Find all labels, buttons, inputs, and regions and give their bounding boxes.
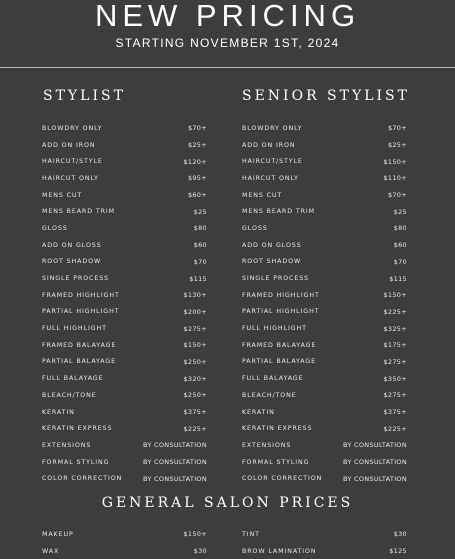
service-name: ROOT SHADOW [42, 258, 102, 266]
service-name: PARTIAL HIGHLIGHT [242, 308, 320, 316]
service-price: $120+ [183, 157, 207, 166]
stylist-price-list [42, 120, 207, 487]
service-name: FRAMED BALAYAGE [42, 341, 117, 349]
service-price: $325+ [383, 324, 407, 333]
service-price: $115 [189, 274, 207, 283]
service-price: $70 [393, 257, 407, 266]
service-name: FULL BALAYAGE [242, 375, 304, 383]
service-price: BY CONSULTATION [342, 474, 407, 483]
service-price: $150+ [383, 291, 407, 300]
service-price: BY CONSULTATION [342, 458, 407, 467]
service-name: KERATIN EXPRESS [42, 425, 113, 433]
service-name: HAIRCUT/STYLE [42, 158, 103, 166]
page-subtitle: STARTING NOVEMBER 1ST, 2024 [115, 36, 340, 50]
service-name: BLOWDRY ONLY [242, 124, 303, 132]
service-price: $225+ [383, 307, 407, 316]
price-row [242, 120, 407, 137]
page-title: NEW PRICING [94, 0, 361, 33]
price-row [42, 437, 207, 454]
general-price-list-right [242, 526, 407, 559]
price-row [42, 120, 207, 137]
price-row [42, 387, 207, 404]
price-row [42, 526, 207, 543]
price-row [242, 170, 407, 187]
service-price: $70+ [387, 124, 407, 133]
service-price: $30 [393, 530, 407, 539]
service-price: $175+ [383, 341, 407, 350]
service-price: $250+ [183, 391, 207, 400]
service-price: $95+ [187, 174, 207, 183]
price-row [242, 543, 407, 559]
service-name: ADD ON IRON [42, 141, 96, 149]
service-name: ROOT SHADOW [242, 258, 302, 266]
service-price: $225+ [183, 424, 207, 433]
price-row [242, 337, 407, 354]
service-name: MENS CUT [42, 191, 83, 199]
price-row [42, 170, 207, 187]
price-row [42, 270, 207, 287]
stylist-heading: STYLIST [43, 88, 126, 104]
service-name: EXTENSIONS [42, 441, 92, 449]
service-price: $375+ [383, 408, 407, 417]
service-name: SINGLE PROCESS [242, 275, 310, 283]
price-row [242, 304, 407, 321]
price-row [242, 237, 407, 254]
service-name: SINGLE PROCESS [42, 275, 110, 283]
service-name: WAX [42, 547, 60, 555]
service-name: ADD ON GLOSS [42, 241, 102, 249]
price-row [242, 470, 407, 487]
service-price: $25+ [387, 141, 407, 150]
service-price: $275+ [183, 324, 207, 333]
price-row [42, 187, 207, 204]
price-row [242, 153, 407, 170]
price-row [242, 320, 407, 337]
service-price: $80 [193, 224, 207, 233]
service-name: HAIRCUT ONLY [42, 174, 99, 182]
price-row [42, 153, 207, 170]
service-price: $125 [389, 547, 407, 556]
service-name: PARTIAL HIGHLIGHT [42, 308, 120, 316]
service-name: FORMAL STYLING [242, 458, 310, 466]
service-price: $30 [193, 547, 207, 556]
service-name: COLOR CORRECTION [42, 475, 123, 483]
service-name: FULL HIGHLIGHT [42, 325, 107, 333]
service-name: HAIRCUT ONLY [242, 174, 299, 182]
price-row [242, 137, 407, 154]
service-price: $70+ [387, 191, 407, 200]
service-name: GLOSS [42, 224, 68, 232]
service-price: $60+ [187, 191, 207, 200]
service-price: $225+ [383, 424, 407, 433]
price-row [42, 337, 207, 354]
service-name: FULL HIGHLIGHT [242, 325, 307, 333]
service-price: $25+ [187, 141, 207, 150]
price-row [42, 404, 207, 421]
service-name: GLOSS [242, 224, 268, 232]
service-name: FORMAL STYLING [42, 458, 110, 466]
price-row [42, 543, 207, 559]
price-row [242, 420, 407, 437]
price-row [42, 203, 207, 220]
price-row [242, 454, 407, 471]
service-price: $150+ [383, 157, 407, 166]
price-row [242, 254, 407, 271]
service-name: PARTIAL BALAYAGE [242, 358, 317, 366]
service-price: $275+ [383, 357, 407, 366]
service-price: $60 [193, 241, 207, 250]
service-name: MAKEUP [42, 530, 74, 538]
price-row [242, 270, 407, 287]
service-price: $110+ [383, 174, 407, 183]
price-row [42, 320, 207, 337]
price-row [242, 220, 407, 237]
service-price: BY CONSULTATION [142, 458, 207, 467]
service-price: $70 [193, 257, 207, 266]
price-row [42, 287, 207, 304]
service-name: ADD ON GLOSS [242, 241, 302, 249]
price-row [242, 370, 407, 387]
service-price: $375+ [183, 408, 207, 417]
price-row [42, 354, 207, 371]
service-price: BY CONSULTATION [142, 441, 207, 450]
price-row [242, 187, 407, 204]
service-price: $350+ [383, 374, 407, 383]
price-row [242, 203, 407, 220]
service-price: BY CONSULTATION [342, 441, 407, 450]
price-row [42, 220, 207, 237]
service-price: $150+ [183, 341, 207, 350]
service-name: COLOR CORRECTION [242, 475, 323, 483]
service-price: $130+ [183, 291, 207, 300]
service-price: $70+ [187, 124, 207, 133]
service-name: KERATIN EXPRESS [242, 425, 313, 433]
service-name: FULL BALAYAGE [42, 375, 104, 383]
price-row [242, 526, 407, 543]
service-name: FRAMED BALAYAGE [242, 341, 317, 349]
price-row [242, 437, 407, 454]
service-price: $25 [193, 207, 207, 216]
price-row [42, 470, 207, 487]
service-price: $80 [393, 224, 407, 233]
service-name: ADD ON IRON [242, 141, 296, 149]
price-row [42, 304, 207, 321]
service-name: TINT [242, 530, 260, 538]
service-name: FRAMED HIGHLIGHT [242, 291, 320, 299]
service-name: MENS CUT [242, 191, 283, 199]
service-name: MENS BEARD TRIM [42, 208, 115, 216]
service-price: $320+ [183, 374, 207, 383]
service-name: BLEACH/TONE [242, 391, 297, 399]
price-row [42, 254, 207, 271]
service-name: KERATIN [242, 408, 275, 416]
price-row [242, 387, 407, 404]
service-price: $60 [393, 241, 407, 250]
service-name: BLOWDRY ONLY [42, 124, 103, 132]
service-name: PARTIAL BALAYAGE [42, 358, 117, 366]
price-row [42, 137, 207, 154]
header-divider [0, 67, 455, 68]
service-name: EXTENSIONS [242, 441, 292, 449]
service-name: BLEACH/TONE [42, 391, 97, 399]
senior-stylist-price-list [242, 120, 407, 487]
service-price: $200+ [183, 307, 207, 316]
price-row [42, 370, 207, 387]
service-price: $250+ [183, 357, 207, 366]
service-price: $150+ [183, 530, 207, 539]
service-name: MENS BEARD TRIM [242, 208, 315, 216]
price-row [42, 454, 207, 471]
general-salon-prices-heading: GENERAL SALON PRICES [101, 495, 354, 511]
service-name: HAIRCUT/STYLE [242, 158, 303, 166]
service-price: $115 [389, 274, 407, 283]
price-row [42, 420, 207, 437]
price-row [242, 354, 407, 371]
general-price-list-left [42, 526, 207, 559]
service-name: KERATIN [42, 408, 75, 416]
service-name: FRAMED HIGHLIGHT [42, 291, 120, 299]
service-price: BY CONSULTATION [142, 474, 207, 483]
senior-stylist-heading: SENIOR STYLIST [242, 88, 410, 104]
service-price: $25 [393, 207, 407, 216]
price-row [42, 237, 207, 254]
price-row [242, 287, 407, 304]
price-row [242, 404, 407, 421]
service-price: $275+ [383, 391, 407, 400]
service-name: BROW LAMINATION [242, 547, 317, 555]
